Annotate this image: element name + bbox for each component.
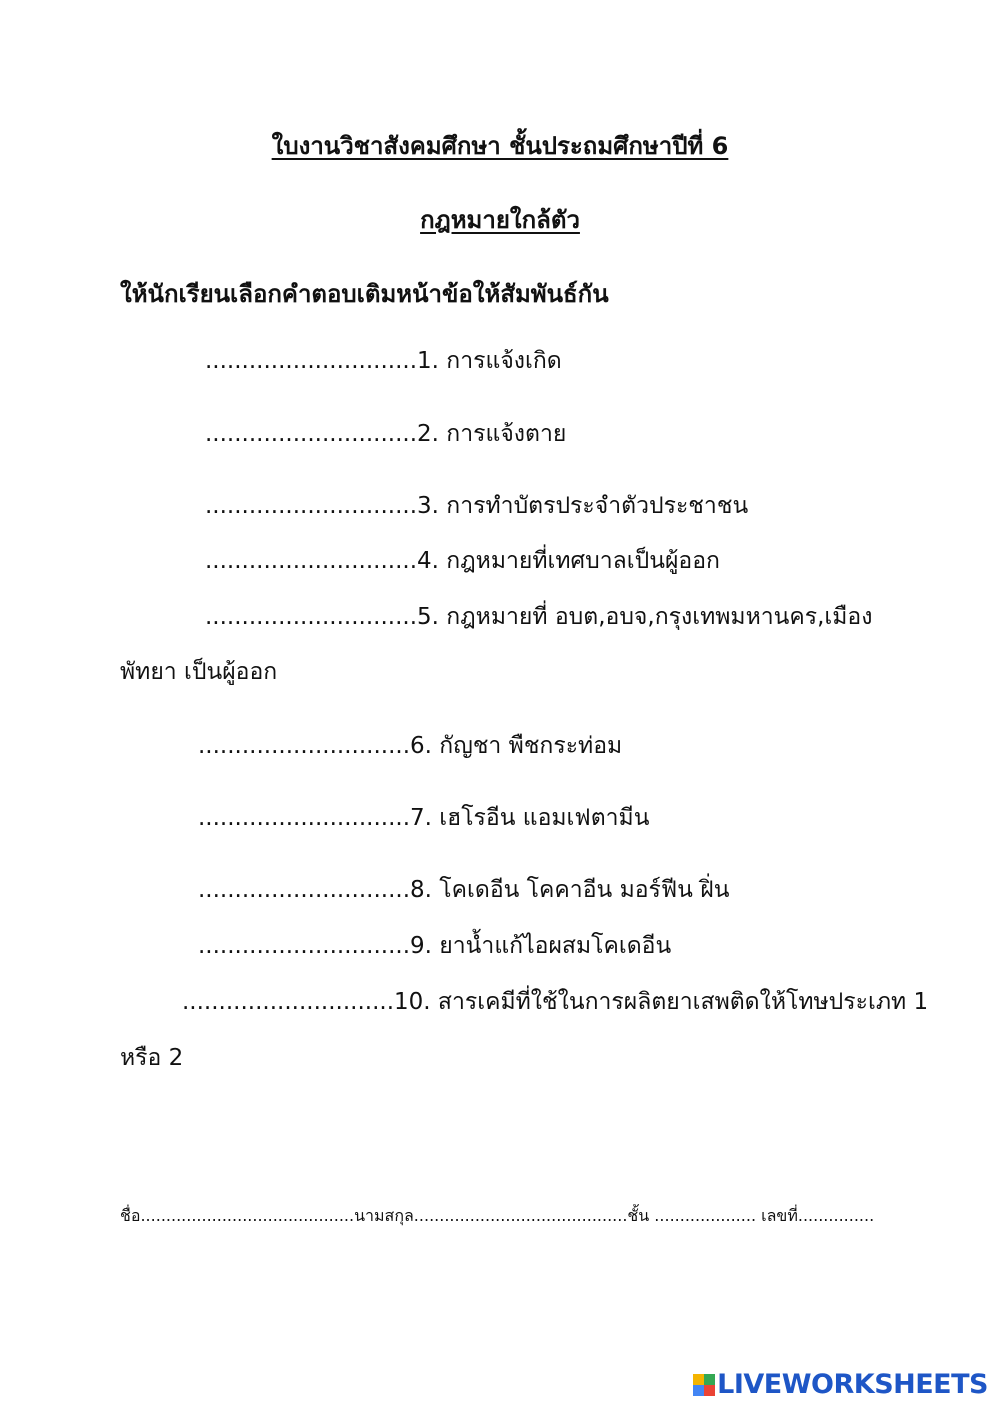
question-10[interactable]: [182, 986, 928, 1018]
question-text: การแจ้งเกิด: [438, 348, 562, 374]
question-4[interactable]: [205, 545, 720, 577]
answer-blank[interactable]: .............................: [198, 805, 411, 831]
surname-field[interactable]: นามสกุล..........................................: [354, 1206, 628, 1225]
question-number: 10.: [394, 989, 431, 1015]
question-number: 2.: [417, 421, 439, 447]
answer-blank[interactable]: .............................: [205, 548, 418, 574]
question-number: 7.: [410, 805, 432, 831]
question-number: 5.: [417, 604, 439, 630]
question-text: กฎหมายที่ อบต,อบจ,กรุงเทพมหานคร,เมือง: [438, 604, 873, 630]
question-number: 4.: [417, 548, 439, 574]
student-number-field[interactable]: เลขที่...............: [756, 1206, 875, 1225]
instruction-text: ให้นักเรียนเลือกคำตอบเติมหน้าข้อให้สัมพันธ์กัน: [120, 280, 609, 308]
question-1[interactable]: [205, 345, 562, 377]
question-text: กฎหมายที่เทศบาลเป็นผู้ออก: [438, 548, 720, 574]
question-text: การทำบัตรประจำตัวประชาชน: [438, 493, 749, 519]
question-9[interactable]: [198, 930, 671, 962]
question-text: การแจ้งตาย: [438, 421, 567, 447]
question-text: กัญชา พืชกระท่อม: [431, 733, 623, 759]
name-field[interactable]: ชื่อ..........................................: [120, 1206, 355, 1225]
answer-blank[interactable]: .............................: [198, 933, 411, 959]
question-3[interactable]: [205, 490, 748, 522]
question-text: โคเดอีน โคคาอีน มอร์ฟีน ฝิ่น: [431, 877, 730, 903]
question-8[interactable]: [198, 874, 729, 906]
question-text: ยาน้ำแก้ไอผสมโคเดอีน: [431, 933, 672, 959]
answer-blank[interactable]: .............................: [205, 421, 418, 447]
question-7[interactable]: [198, 802, 649, 834]
answer-blank[interactable]: .............................: [198, 733, 411, 759]
question-6[interactable]: [198, 730, 622, 762]
question-number: 1.: [417, 348, 439, 374]
liveworksheets-logo-text: LIVEWORKSHEETS: [717, 1369, 988, 1400]
student-info-footer: [120, 1204, 874, 1228]
worksheet-title: ใบงานวิชาสังคมศึกษา ชั้นประถมศึกษาปีที่ 6: [271, 132, 729, 160]
question-number: 6.: [410, 733, 432, 759]
question-number: 9.: [410, 933, 432, 959]
question-5[interactable]: [205, 601, 872, 633]
class-field[interactable]: ชั้น ....................: [627, 1206, 757, 1225]
answer-blank[interactable]: .............................: [205, 493, 418, 519]
answer-blank[interactable]: .............................: [205, 348, 418, 374]
question-2[interactable]: [205, 418, 566, 450]
question-10-continuation: หรือ 2: [120, 1045, 184, 1071]
answer-blank[interactable]: .............................: [205, 604, 418, 630]
question-5-continuation: พัทยา เป็นผู้ออก: [120, 659, 278, 685]
worksheet-subtitle: กฎหมายใกล้ตัว: [420, 206, 580, 234]
answer-blank[interactable]: .............................: [198, 877, 411, 903]
question-number: 3.: [417, 493, 439, 519]
question-text: สารเคมีที่ใช้ในการผลิตยาเสพติดให้โทษประเภท 1: [430, 989, 929, 1015]
liveworksheets-logo: [693, 1370, 988, 1400]
question-number: 8.: [410, 877, 432, 903]
question-text: เฮโรอีน แอมเฟตามีน: [431, 805, 650, 831]
liveworksheets-logo-icon: [693, 1374, 715, 1396]
answer-blank[interactable]: .............................: [182, 989, 395, 1015]
